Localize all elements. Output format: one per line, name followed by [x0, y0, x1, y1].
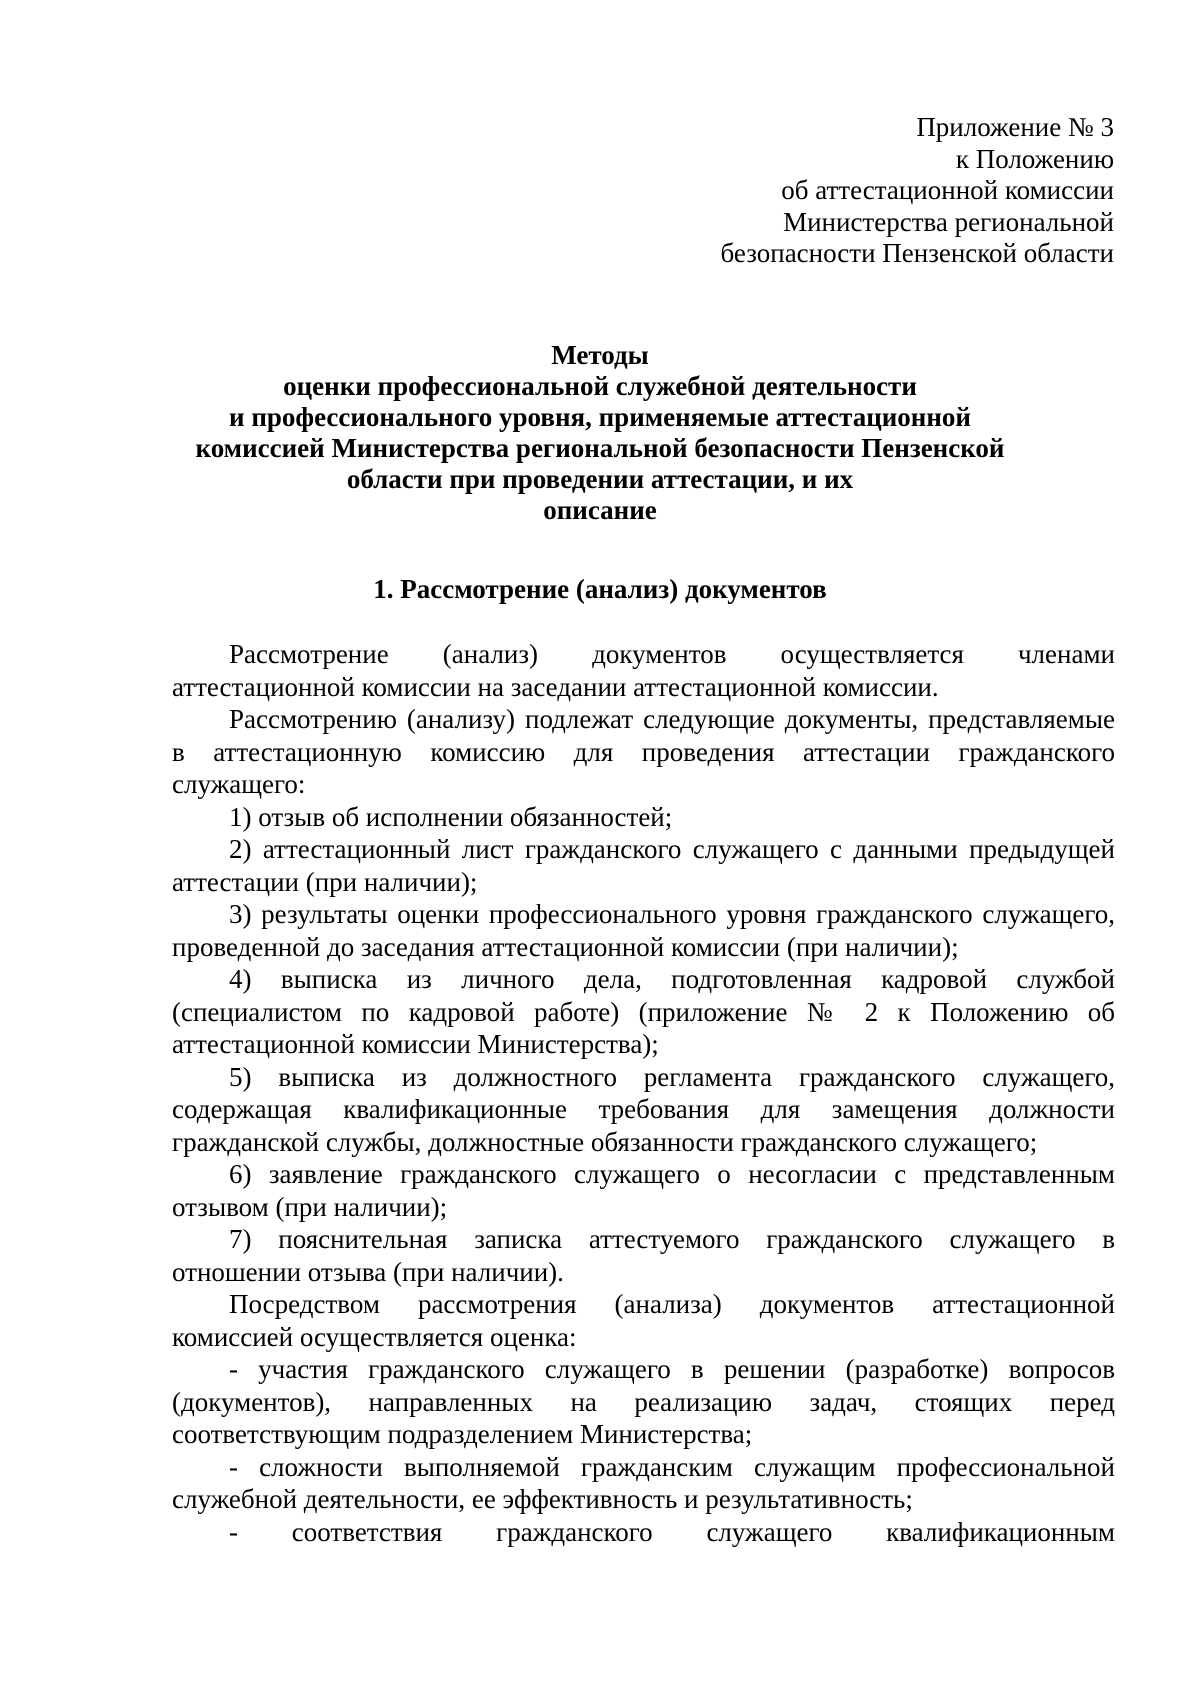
title-line: оценки профессиональной служебной деятельности — [283, 371, 917, 401]
appendix-line: Министерства региональной — [783, 206, 1114, 237]
bullet-item: - сложности выполняемой гражданским служащим профессиональной служебной деятельности, ее эффективность и результативность; — [172, 1451, 1115, 1514]
appendix-line: об аттестационной комиссии — [781, 175, 1114, 205]
list-item: 3) результаты оценки профессионального уровня гражданского служащего, проведенной до заседания аттестационной комиссии (при наличии); — [172, 899, 1115, 962]
list-item: 4) выписка из личного дела, подготовленная кадровой службой (специалистом по кадровой работе) (приложение № 2 к Положению об аттестационной комиссии Министерства); — [172, 964, 1115, 1059]
appendix-header — [414, 112, 1114, 270]
title-line: и профессионального уровня, применяемые аттестационной — [229, 402, 971, 432]
paragraph: Рассмотрению (анализу) подлежат следующие документы, представляемые в аттестационную комиссию для проведения аттестации гражданского служащего: — [172, 704, 1115, 799]
bullet-item: - участия гражданского служащего в решении (разработке) вопросов (документов), направленных на реализацию задач, стоящих перед соответствующим подразделением Министерства; — [172, 1354, 1115, 1449]
section-heading: 1. Рассмотрение (анализ) документов — [373, 574, 827, 604]
title-line: описание — [543, 495, 657, 525]
bullet-item: - соответствия гражданского служащего квалификационным — [229, 1516, 1115, 1547]
title-line: области при проведении аттестации, и их — [346, 464, 854, 494]
document-title — [140, 340, 1060, 526]
list-item: 6) заявление гражданского служащего о несогласии с представленным отзывом (при наличии); — [172, 1159, 1115, 1222]
paragraph: Рассмотрение (анализ) документов осуществляется членами аттестационной комиссии на заседании аттестационной комиссии. — [172, 639, 1115, 702]
list-item: 5) выписка из должностного регламента гражданского служащего, содержащая квалификационные требования для замещения должности гражданской службы, должностные обязанности гражданского служащего; — [172, 1061, 1115, 1157]
document-body — [172, 638, 1115, 1548]
list-item: 7) пояснительная записка аттестуемого гражданского служащего в отношении отзыва (при наличии). — [172, 1224, 1115, 1287]
list-item: 1) отзыв об исполнении обязанностей; — [229, 801, 673, 832]
appendix-line: безопасности Пензенской области — [720, 238, 1114, 268]
appendix-line: к Положению — [955, 143, 1114, 174]
list-item: 2) аттестационный лист гражданского служащего с данными предыдущей аттестации (при наличии); — [172, 834, 1115, 897]
title-line: комиссией Министерства региональной безопасности Пензенской — [195, 433, 1005, 463]
title-line: Методы — [551, 340, 649, 370]
appendix-line: Приложение № 3 — [916, 112, 1114, 142]
paragraph: Посредством рассмотрения (анализа) документов аттестационной комиссией осуществляется оценка: — [172, 1289, 1115, 1352]
